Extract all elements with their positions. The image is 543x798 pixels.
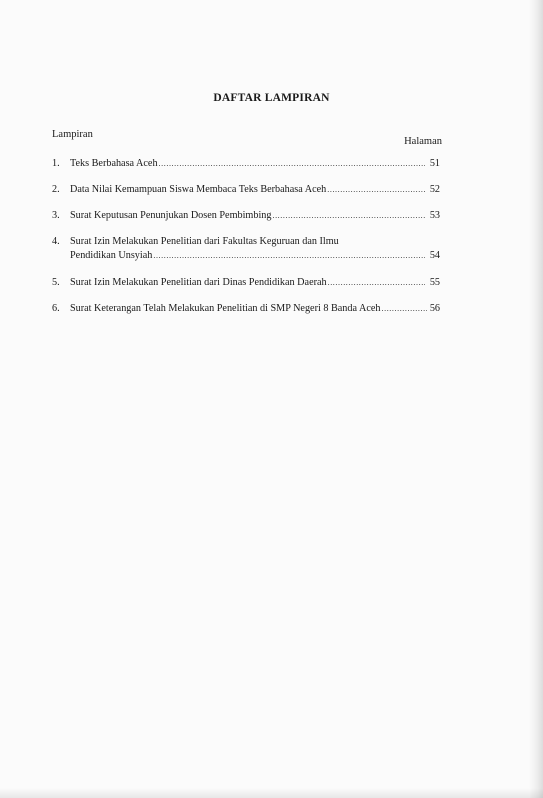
dot-leader xyxy=(382,302,428,315)
scan-shadow-bottom xyxy=(0,788,543,798)
list-item xyxy=(52,235,442,263)
entry-title: Surat Keterangan Telah Melakukan Penelitian di SMP Negeri 8 Banda Aceh xyxy=(70,303,381,314)
page-title: DAFTAR LAMPIRAN xyxy=(213,92,330,104)
entry-number: 3. xyxy=(52,210,60,221)
entry-title: Surat Keputusan Penunjukan Dosen Pembimbing xyxy=(70,210,272,221)
entry-number: 5. xyxy=(52,277,60,288)
entry-page-number: 55 xyxy=(429,277,440,288)
entry-title: Surat Izin Melakukan Penelitian dari Dinas Pendidikan Daerah xyxy=(70,277,327,288)
entry-title: Teks Berbahasa Aceh xyxy=(70,158,158,169)
dot-leader xyxy=(328,276,425,289)
entry-page-number: 53 xyxy=(429,210,440,221)
entry-page-number: 51 xyxy=(429,158,440,169)
entry-title: Data Nilai Kemampuan Siswa Membaca Teks Berbahasa Aceh xyxy=(70,184,327,195)
list-item xyxy=(52,183,442,197)
entry-line xyxy=(70,157,440,170)
list-item xyxy=(52,209,442,223)
entry-title-line2: Pendidikan Unsyiah xyxy=(70,250,153,261)
dot-leader xyxy=(159,157,425,170)
dot-leader xyxy=(153,249,425,262)
entry-number: 6. xyxy=(52,303,60,314)
entry-page-number: 54 xyxy=(429,250,440,261)
entry-number: 2. xyxy=(52,184,60,195)
entry-line xyxy=(70,302,440,315)
entry-line xyxy=(70,249,440,262)
column-header-lampiran: Lampiran xyxy=(52,129,93,140)
entry-number: 1. xyxy=(52,158,60,169)
entry-line xyxy=(70,183,440,196)
dot-leader xyxy=(327,183,425,196)
entry-line xyxy=(70,276,440,289)
entry-number: 4. xyxy=(52,236,60,247)
entry-title-line1: Surat Izin Melakukan Penelitian dari Fakultas Keguruan dan Ilmu xyxy=(70,236,339,247)
scan-shadow-right xyxy=(529,0,543,798)
entry-page-number: 56 xyxy=(429,303,440,314)
column-header-halaman: Halaman xyxy=(404,136,442,147)
list-item xyxy=(52,302,442,316)
entry-line xyxy=(70,209,440,222)
list-item xyxy=(52,157,442,171)
entry-page-number: 52 xyxy=(429,184,440,195)
list-item xyxy=(52,276,442,290)
dot-leader xyxy=(272,209,425,222)
